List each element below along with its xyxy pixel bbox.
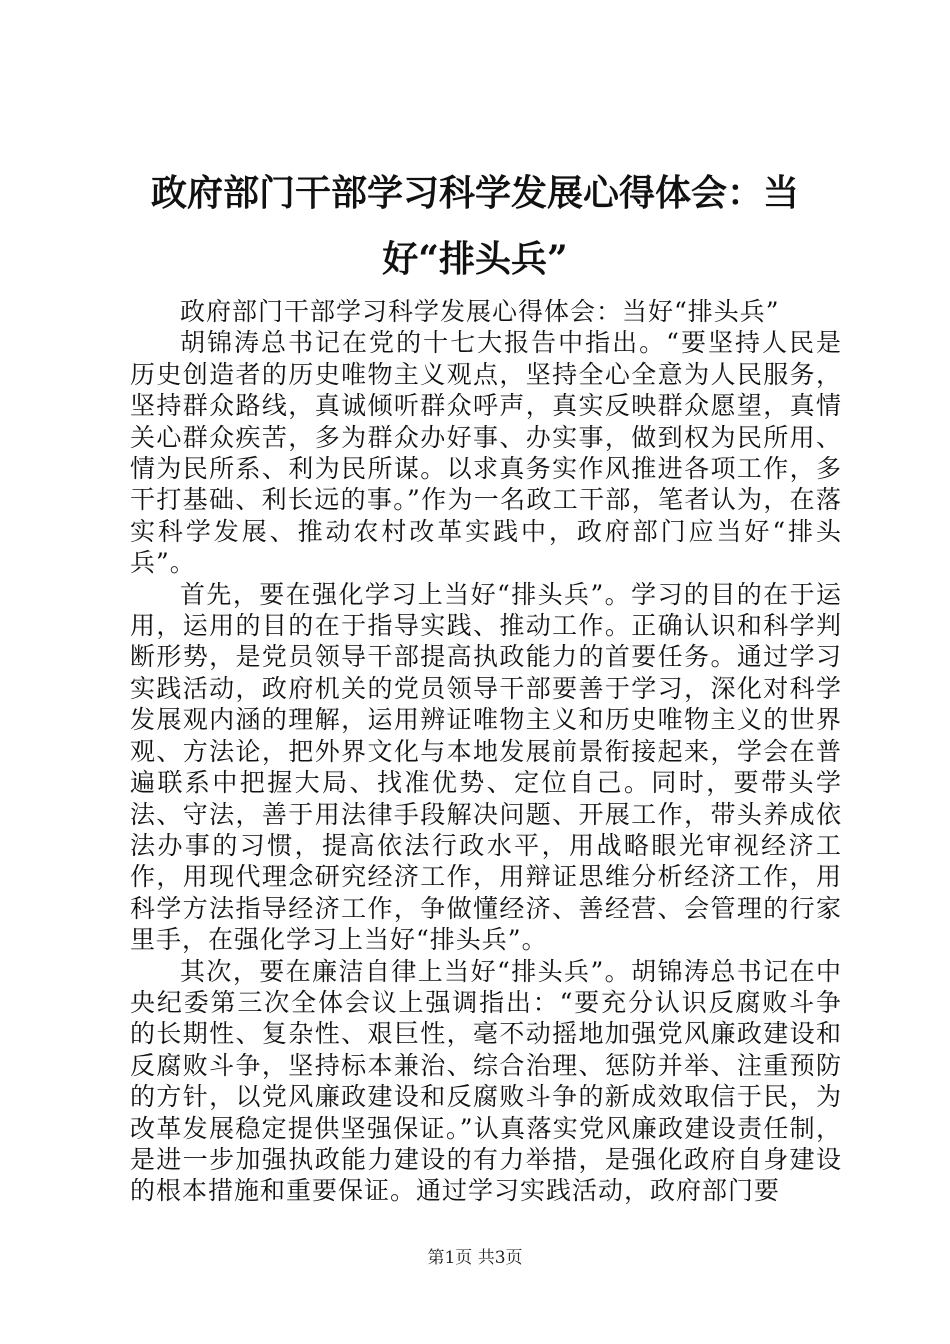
page-number-footer: 第1页 共3页 bbox=[427, 1248, 523, 1268]
paragraph-heading-repeat: 政府部门干部学习科学发展心得体会：当好“排头兵” bbox=[180, 297, 780, 326]
document-body bbox=[130, 296, 842, 1207]
paragraph-second-point: 其次，要在廉洁自律上当好“排头兵”。胡锦涛总书记在中央纪委第三次全体会议上强调指出：“要充分认识反腐败斗争的长期性、复杂性、艰巨性，毫不动摇地加强党风廉政建设和反腐败斗争，坚持标本兼治、综合治理、惩防并举、注重预防的方针，以党风廉政建设和反腐败斗争的新成效取信于民，为改革发展稳定提供坚强保证。”认真落实党风廉政建设责任制，是进一步加强执政能力建设的有力举措，是强化政府自身建设的根本措施和重要保证。通过学习实践活动，政府部门要 bbox=[130, 956, 842, 1206]
document-title: 政府部门干部学习科学发展心得体会：当好“排头兵” bbox=[150, 172, 799, 280]
paragraph-first-point: 首先，要在强化学习上当好“排头兵”。学习的目的在于运用，运用的目的在于指导实践、推动工作。正确认识和科学判断形势，是党员领导干部提高执政能力的首要任务。通过学习实践活动，政府机关的党员领导干部要善于学习，深化对科学发展观内涵的理解，运用辨证唯物主义和历史唯物主义的世界观、方法论，把外界文化与本地发展前景衔接起来，学会在普遍联系中把握大局、找准优势、定位自己。同时，要带头学法、守法，善于用法律手段解决问题、开展工作，带头养成依法办事的习惯，提高依法行政水平，用战略眼光审视经济工作，用现代理念研究经济工作，用辩证思维分析经济工作，用科学方法指导经济工作，争做懂经济、善经营、会管理的行家里手，在强化学习上当好“排头兵”。 bbox=[130, 579, 842, 955]
paragraph-intro: 胡锦涛总书记在党的十七大报告中指出。“要坚持人民是历史创造者的历史唯物主义观点，坚持全心全意为人民服务，坚持群众路线，真诚倾听群众呼声，真实反映群众愿望，真情关心群众疾苦，多为群众办好事、办实事，做到权为民所用、情为民所系、利为民所谋。以求真务实作风推进各项工作，多干打基础、利长远的事。”作为一名政工干部，笔者认为，在落实科学发展、推动农村改革实践中，政府部门应当好“排头兵”。 bbox=[130, 328, 842, 578]
